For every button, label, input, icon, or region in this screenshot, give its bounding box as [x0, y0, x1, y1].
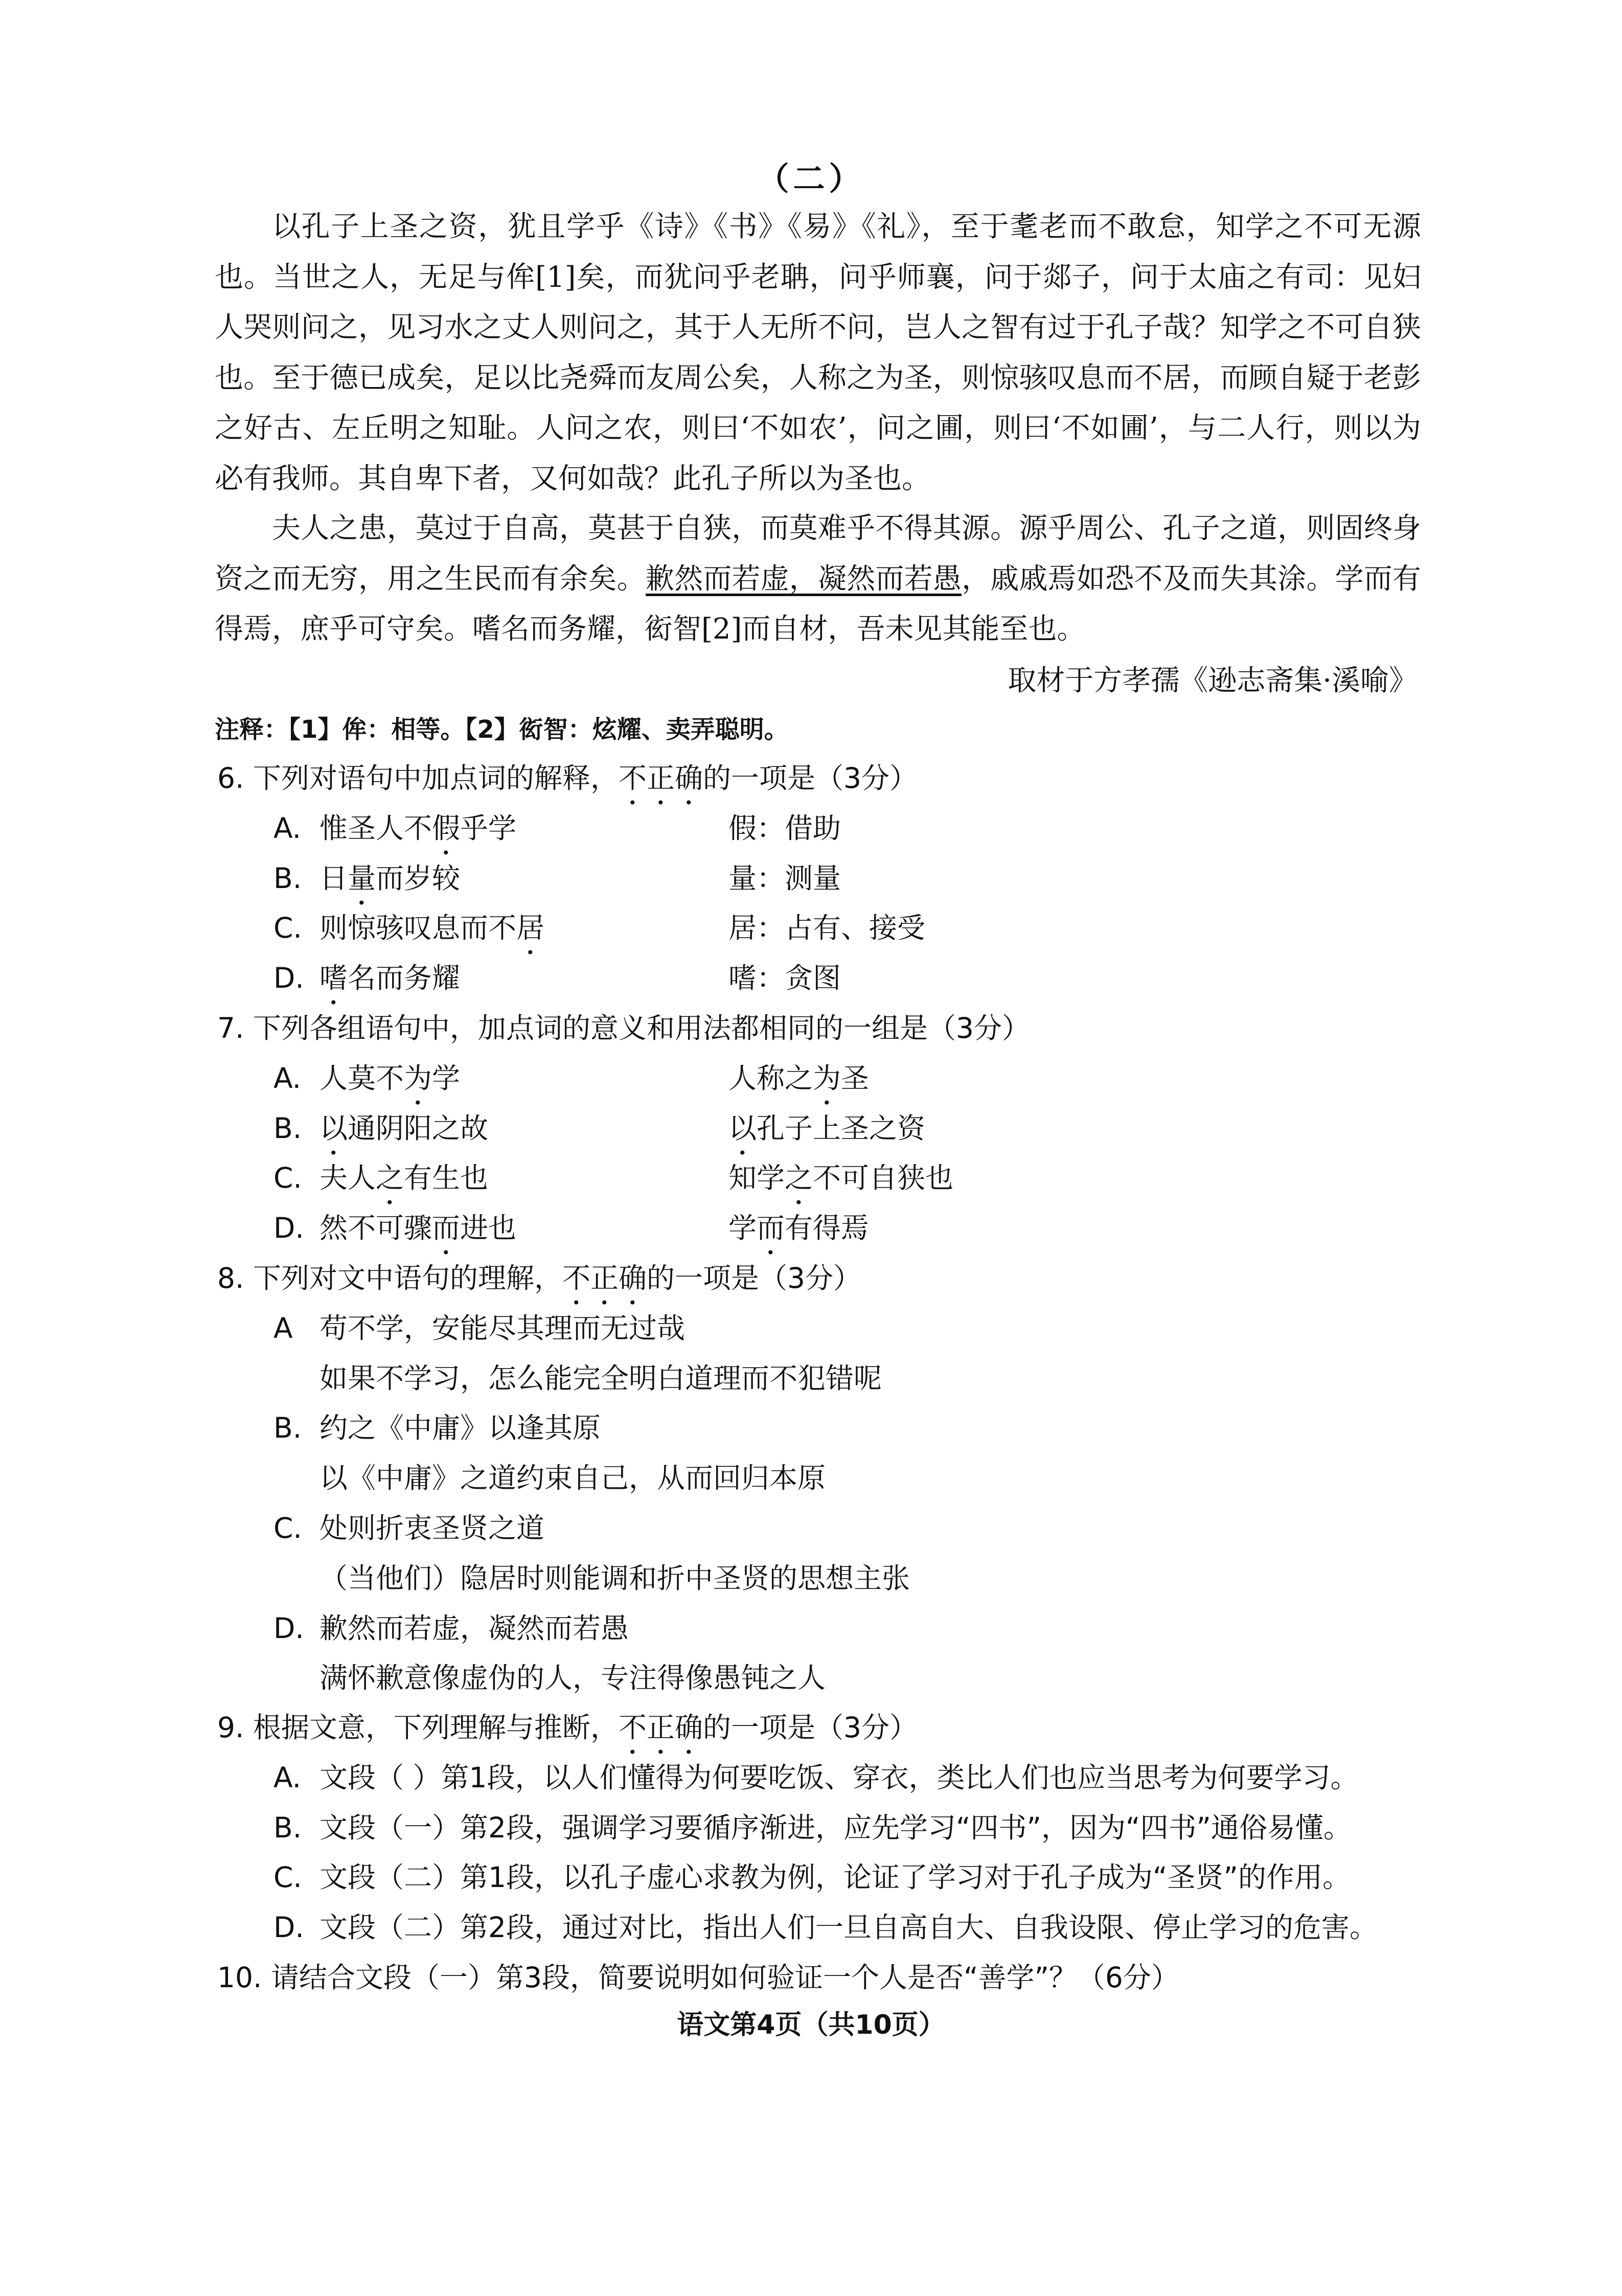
option-gloss: 量：测量 — [728, 861, 841, 895]
dotted-word: 为 — [404, 1061, 432, 1095]
question-number: 6. — [217, 762, 244, 794]
dotted-word: 为 — [813, 1061, 841, 1095]
option-text: 不可自狭也 — [813, 1162, 954, 1195]
option-gloss: 假：借助 — [728, 811, 841, 845]
dotted-word: 而 — [432, 1212, 461, 1245]
option-gloss: 嗜：贪图 — [728, 962, 841, 995]
q8-option-d — [217, 1604, 1434, 1654]
option-text: 有得焉 — [785, 1212, 870, 1245]
q7-option-d — [217, 1203, 1434, 1254]
option-letter: B. — [273, 1111, 302, 1145]
section-title: （二） — [757, 160, 865, 197]
stem-text: 下列各组语句中，加点词的意义和用法都相同的一组是（3分） — [253, 1012, 1030, 1044]
question-10 — [217, 1953, 1434, 2003]
option-letter: A — [273, 1311, 293, 1345]
annotation-notes: 注释：【1】侔：相等。【2】衒智：炫耀、卖弄聪明。 — [215, 715, 789, 744]
stem-text: 的一项是（3分） — [703, 1711, 918, 1744]
option-letter: C. — [273, 1861, 302, 1894]
stem-text: 下列对语句中加点词的解释， — [253, 762, 619, 794]
question-8 — [217, 1254, 1434, 1703]
dotted-word: 以 — [728, 1111, 757, 1145]
q9-option-b — [217, 1803, 1434, 1853]
stem-text: 根据文意，下列理解与推断， — [253, 1711, 619, 1744]
question-number: 9. — [217, 1711, 244, 1744]
option-pair — [728, 1153, 953, 1211]
dotted-word: 以 — [319, 1111, 348, 1145]
source-citation: 取材于方孝孺《逊志斋集·溪喻》 — [1008, 664, 1418, 697]
option-text: 文段（一）第2段，强调学习要循序渐进，应先学习“四书”，因为“四书”通俗易懂。 — [319, 1811, 1352, 1844]
q9-option-a — [217, 1753, 1434, 1803]
stem-text: 的一项是（3分） — [647, 1262, 861, 1294]
question-9 — [217, 1703, 1434, 1953]
option-letter: D. — [273, 1611, 304, 1645]
option-text: 处则折衷圣贤之道 — [319, 1511, 545, 1544]
q8-option-c — [217, 1504, 1434, 1554]
q8-option-d-translation: 满怀歉意像虚伪的人，专注得像愚钝之人 — [319, 1662, 826, 1695]
option-text: 然不可骤 — [319, 1212, 432, 1245]
dotted-word: 而 — [757, 1212, 785, 1245]
dotted-word: 量 — [348, 861, 376, 895]
option-text: 文段（二）第2段，通过对比，指出人们一旦自高自大、自我设限、停止学习的危害。 — [319, 1911, 1378, 1944]
passage-paragraph-1: 以孔子上圣之资，犹且学乎《诗》《书》《易》《礼》，至于耄老而不敢怠，知学之不可无源也。当世之人，无足与侔[1]矣，而犹问乎老聃，问乎师襄，问于郯子，问于太庙之有司：见妇人哭则问之，见习水之丈人则问之，其于人无所不问，岂人之智有过于孔子哉？知学之不可自狭也。至于德已成矣，足以比尧舜而友周公矣，人称之为圣，则惊骇叹息而不居，而顾自疑于老彭之好古、左丘明之知耻。人问之农，则曰‘不如农’，问之圃，则曰‘不如圃’，与二人行，则以为必有我师。其自卑下者，又何如哉？此孔子所以为圣也。 — [215, 210, 1421, 495]
option-text: 通阴阳之故 — [348, 1111, 489, 1145]
option-pair — [728, 1104, 925, 1162]
option-text: 乎学 — [460, 811, 517, 845]
option-letter: C. — [273, 1162, 302, 1195]
option-gloss: 居：占有、接受 — [728, 912, 926, 945]
option-text: 夫人 — [319, 1162, 376, 1195]
question-number: 10. — [217, 1961, 262, 1994]
question-6 — [217, 754, 1434, 1004]
option-letter: A. — [273, 1761, 302, 1794]
question-6-stem — [217, 754, 1434, 804]
passage-p2-after: ，戚戚焉如恐不及而失其涂。学而有得焉，庶乎可守矣。嗜名而务耀，衒智[2]而自材，吾未见其能至也。 — [215, 562, 1422, 646]
option-pair — [728, 1203, 869, 1261]
q8-option-b-translation: 以《中庸》之道约束自己，从而回归本原 — [319, 1462, 826, 1495]
q8-option-b — [217, 1403, 1434, 1453]
option-text: 文段（二）第1段，以孔子虚心求教为例，论证了学习对于孔子成为“圣贤”的作用。 — [319, 1861, 1351, 1894]
q8-option-a — [217, 1304, 1434, 1354]
option-text: 有生也 — [404, 1162, 489, 1195]
option-text: 文段（ ）第1段，以人们懂得为何要吃饭、穿衣，类比人们也应当思考为何要学习。 — [319, 1761, 1359, 1794]
q6-option-d — [217, 953, 1434, 1004]
option-text: 而岁较 — [376, 861, 461, 895]
dotted-word: 居 — [516, 912, 545, 945]
question-number: 7. — [217, 1012, 244, 1044]
option-text: 歉然而若虚，凝然而若愚 — [319, 1611, 629, 1645]
passage-paragraph-2 — [215, 504, 1421, 655]
stem-text: 的一项是（3分） — [703, 762, 918, 794]
q6-option-a — [217, 804, 1434, 854]
option-text: 约之《中庸》以逢其原 — [319, 1412, 601, 1445]
stem-emphasis: 不正确 — [618, 1711, 703, 1744]
question-7-stem — [217, 1004, 1434, 1054]
q7-option-b — [217, 1104, 1434, 1154]
option-letter: D. — [273, 1212, 304, 1245]
option-letter: B. — [273, 861, 302, 895]
option-text: 进也 — [460, 1212, 517, 1245]
option-letter: B. — [273, 1412, 302, 1445]
option-letter: A. — [273, 811, 302, 845]
option-letter: C. — [273, 1511, 302, 1544]
stem-emphasis: 不正确 — [562, 1262, 647, 1294]
stem-emphasis: 不正确 — [618, 762, 703, 794]
q8-option-c-translation: （当他们）隐居时则能调和折中圣贤的思想主张 — [319, 1561, 910, 1595]
option-text: 惟圣人不 — [319, 811, 432, 845]
question-7 — [217, 1004, 1434, 1254]
page-footer: 语文第4页（共10页） — [677, 2010, 945, 2040]
option-text: 苟不学，安能尽其理而无过哉 — [319, 1311, 686, 1345]
option-text: 日 — [319, 861, 348, 895]
stem-text: 下列对文中语句的理解， — [253, 1262, 562, 1294]
q9-option-c — [217, 1853, 1434, 1903]
option-text: 学 — [728, 1212, 757, 1245]
q7-option-c — [217, 1153, 1434, 1203]
option-text: 孔子上圣之资 — [757, 1111, 926, 1145]
option-letter: D. — [273, 962, 304, 995]
q6-option-c — [217, 903, 1434, 953]
q7-option-a — [217, 1054, 1434, 1104]
option-letter: B. — [273, 1811, 302, 1844]
question-9-stem — [217, 1703, 1434, 1753]
option-pair — [728, 1054, 869, 1111]
question-8-stem — [217, 1254, 1434, 1304]
question-number: 8. — [217, 1262, 244, 1294]
question-10-stem — [217, 1953, 1434, 2003]
option-text: 学 — [432, 1061, 461, 1095]
stem-text: 请结合文段（一）第3段，简要说明如何验证一个人是否“善学”？（6分） — [270, 1961, 1179, 1994]
passage-p2-before: 夫人之患，莫过于自高，莫甚于自狭，而莫难乎不得其源。源乎周公、孔子之道，则固终身资之而无穷，用之生民而有余矣。 — [215, 512, 1421, 596]
dotted-word: 之 — [785, 1162, 813, 1195]
dotted-word: 嗜 — [319, 962, 348, 995]
q9-option-d — [217, 1903, 1434, 1953]
passage-p2-underlined: 歉然而若虚，凝然而若愚 — [645, 562, 962, 596]
q6-option-b — [217, 854, 1434, 904]
q8-option-a-translation: 如果不学习，怎么能完全明白道理而不犯错呢 — [319, 1361, 882, 1395]
dotted-word: 假 — [432, 811, 461, 845]
option-text: 人莫不 — [319, 1061, 404, 1095]
option-letter: A. — [273, 1061, 302, 1095]
option-text: 圣 — [841, 1061, 870, 1095]
dotted-word: 之 — [376, 1162, 404, 1195]
option-text: 知学 — [728, 1162, 785, 1195]
option-letter: D. — [273, 1911, 304, 1944]
option-text: 则惊骇叹息而不 — [319, 912, 517, 945]
option-text: 名而务耀 — [348, 962, 461, 995]
option-text: 人称之 — [728, 1061, 813, 1095]
option-letter: C. — [273, 912, 302, 945]
